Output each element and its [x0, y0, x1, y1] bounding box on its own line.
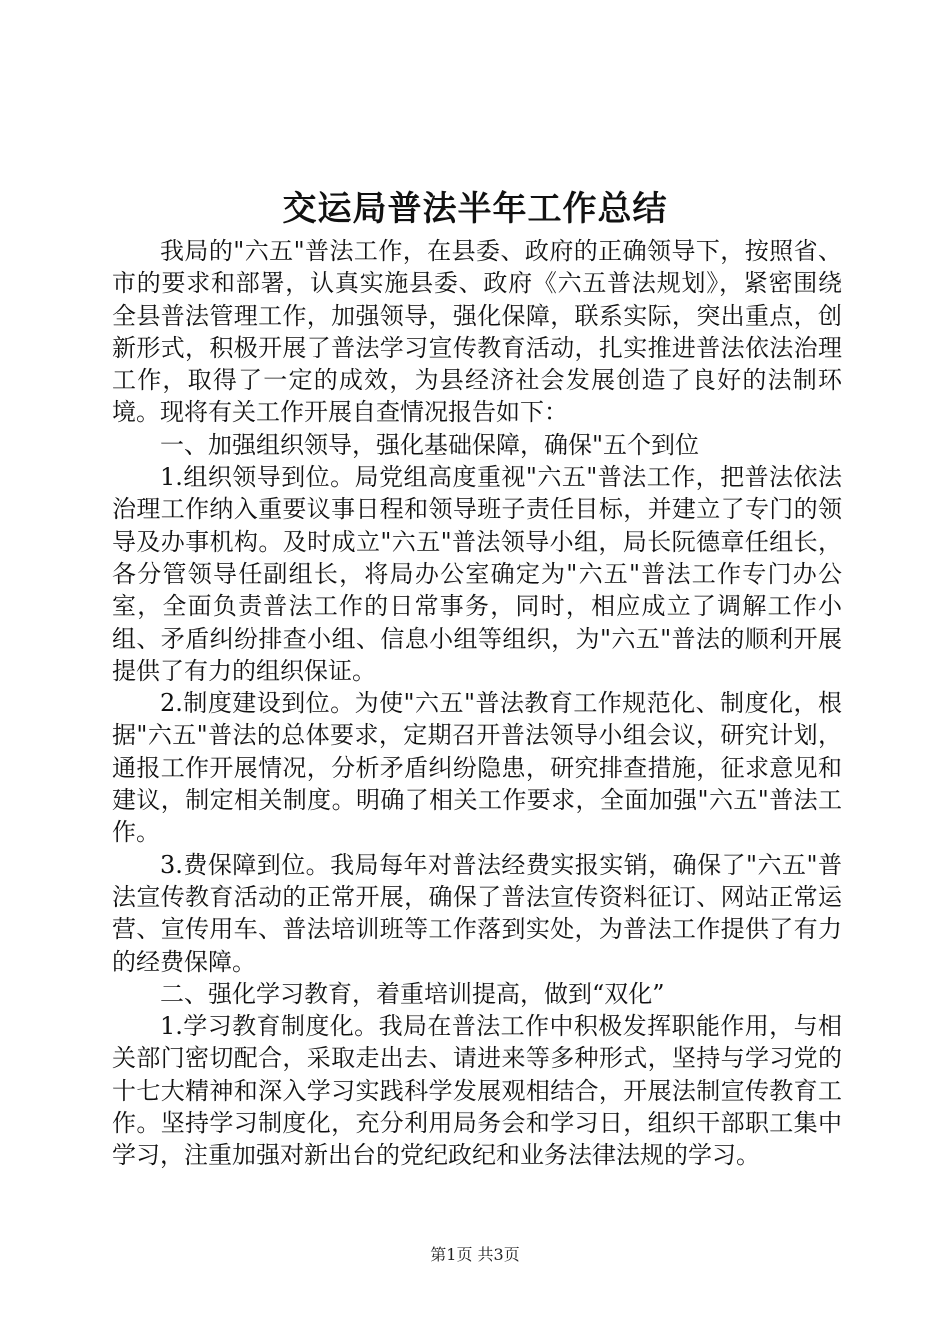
- section-heading-2: 二、强化学习教育，着重培训提高，做到“双化”: [160, 979, 665, 1008]
- paragraph-intro: 我局的"六五"普法工作，在县委、政府的正确领导下，按照省、市的要求和部署，认真实施县委、政府《六五普法规划》，紧密围绕全县普法管理工作，加强领导，强化保障，联系实际，突出重点，创新形式，积极开展了普法学习宣传教育活动，扎实推进普法依法治理工作，取得了一定的成效，为县经济社会发展创造了良好的法制环境。现将有关工作开展自查情况报告如下：: [112, 237, 842, 427]
- document-title: 交运局普法半年工作总结: [282, 189, 668, 229]
- section-heading-1: 一、加强组织领导，强化基础保障，确保"五个到位: [160, 430, 700, 459]
- paragraph-1-3: 3.费保障到位。我局每年对普法经费实报实销，确保了"六五"普法宣传教育活动的正常开展，确保了普法宣传资料征订、网站正常运营、宣传用车、普法培训班等工作落到实处，为普法工作提供了有力的经费保障。: [112, 850, 842, 976]
- document-body: [112, 235, 842, 1172]
- paragraph-2-1: 1.学习教育制度化。我局在普法工作中积极发挥职能作用，与相关部门密切配合，采取走出去、请进来等多种形式，坚持与学习党的十七大精神和深入学习实践科学发展观相结合，开展法制宣传教育工作。坚持学习制度化，充分利用局务会和学习日，组织干部职工集中学习，注重加强对新出台的党纪政纪和业务法律法规的学习。: [112, 1012, 842, 1170]
- page-number-footer: 第1页 共3页: [430, 1245, 520, 1264]
- paragraph-1-2: 2.制度建设到位。为使"六五"普法教育工作规范化、制度化，根据"六五"普法的总体要求，定期召开普法领导小组会议，研究计划，通报工作开展情况，分析矛盾纠纷隐患，研究排查措施，征求意见和建议，制定相关制度。明确了相关工作要求，全面加强"六五"普法工作。: [112, 689, 842, 847]
- paragraph-1-1: 1.组织领导到位。局党组高度重视"六五"普法工作，把普法依法治理工作纳入重要议事日程和领导班子责任目标，并建立了专门的领导及办事机构。及时成立"六五"普法领导小组，局长阮德章任组长，各分管领导任副组长，将局办公室确定为"六五"普法工作专门办公室，全面负责普法工作的日常事务，同时，相应成立了调解工作小组、矛盾纠纷排查小组、信息小组等组织，为"六五"普法的顺利开展提供了有力的组织保证。: [112, 463, 842, 685]
